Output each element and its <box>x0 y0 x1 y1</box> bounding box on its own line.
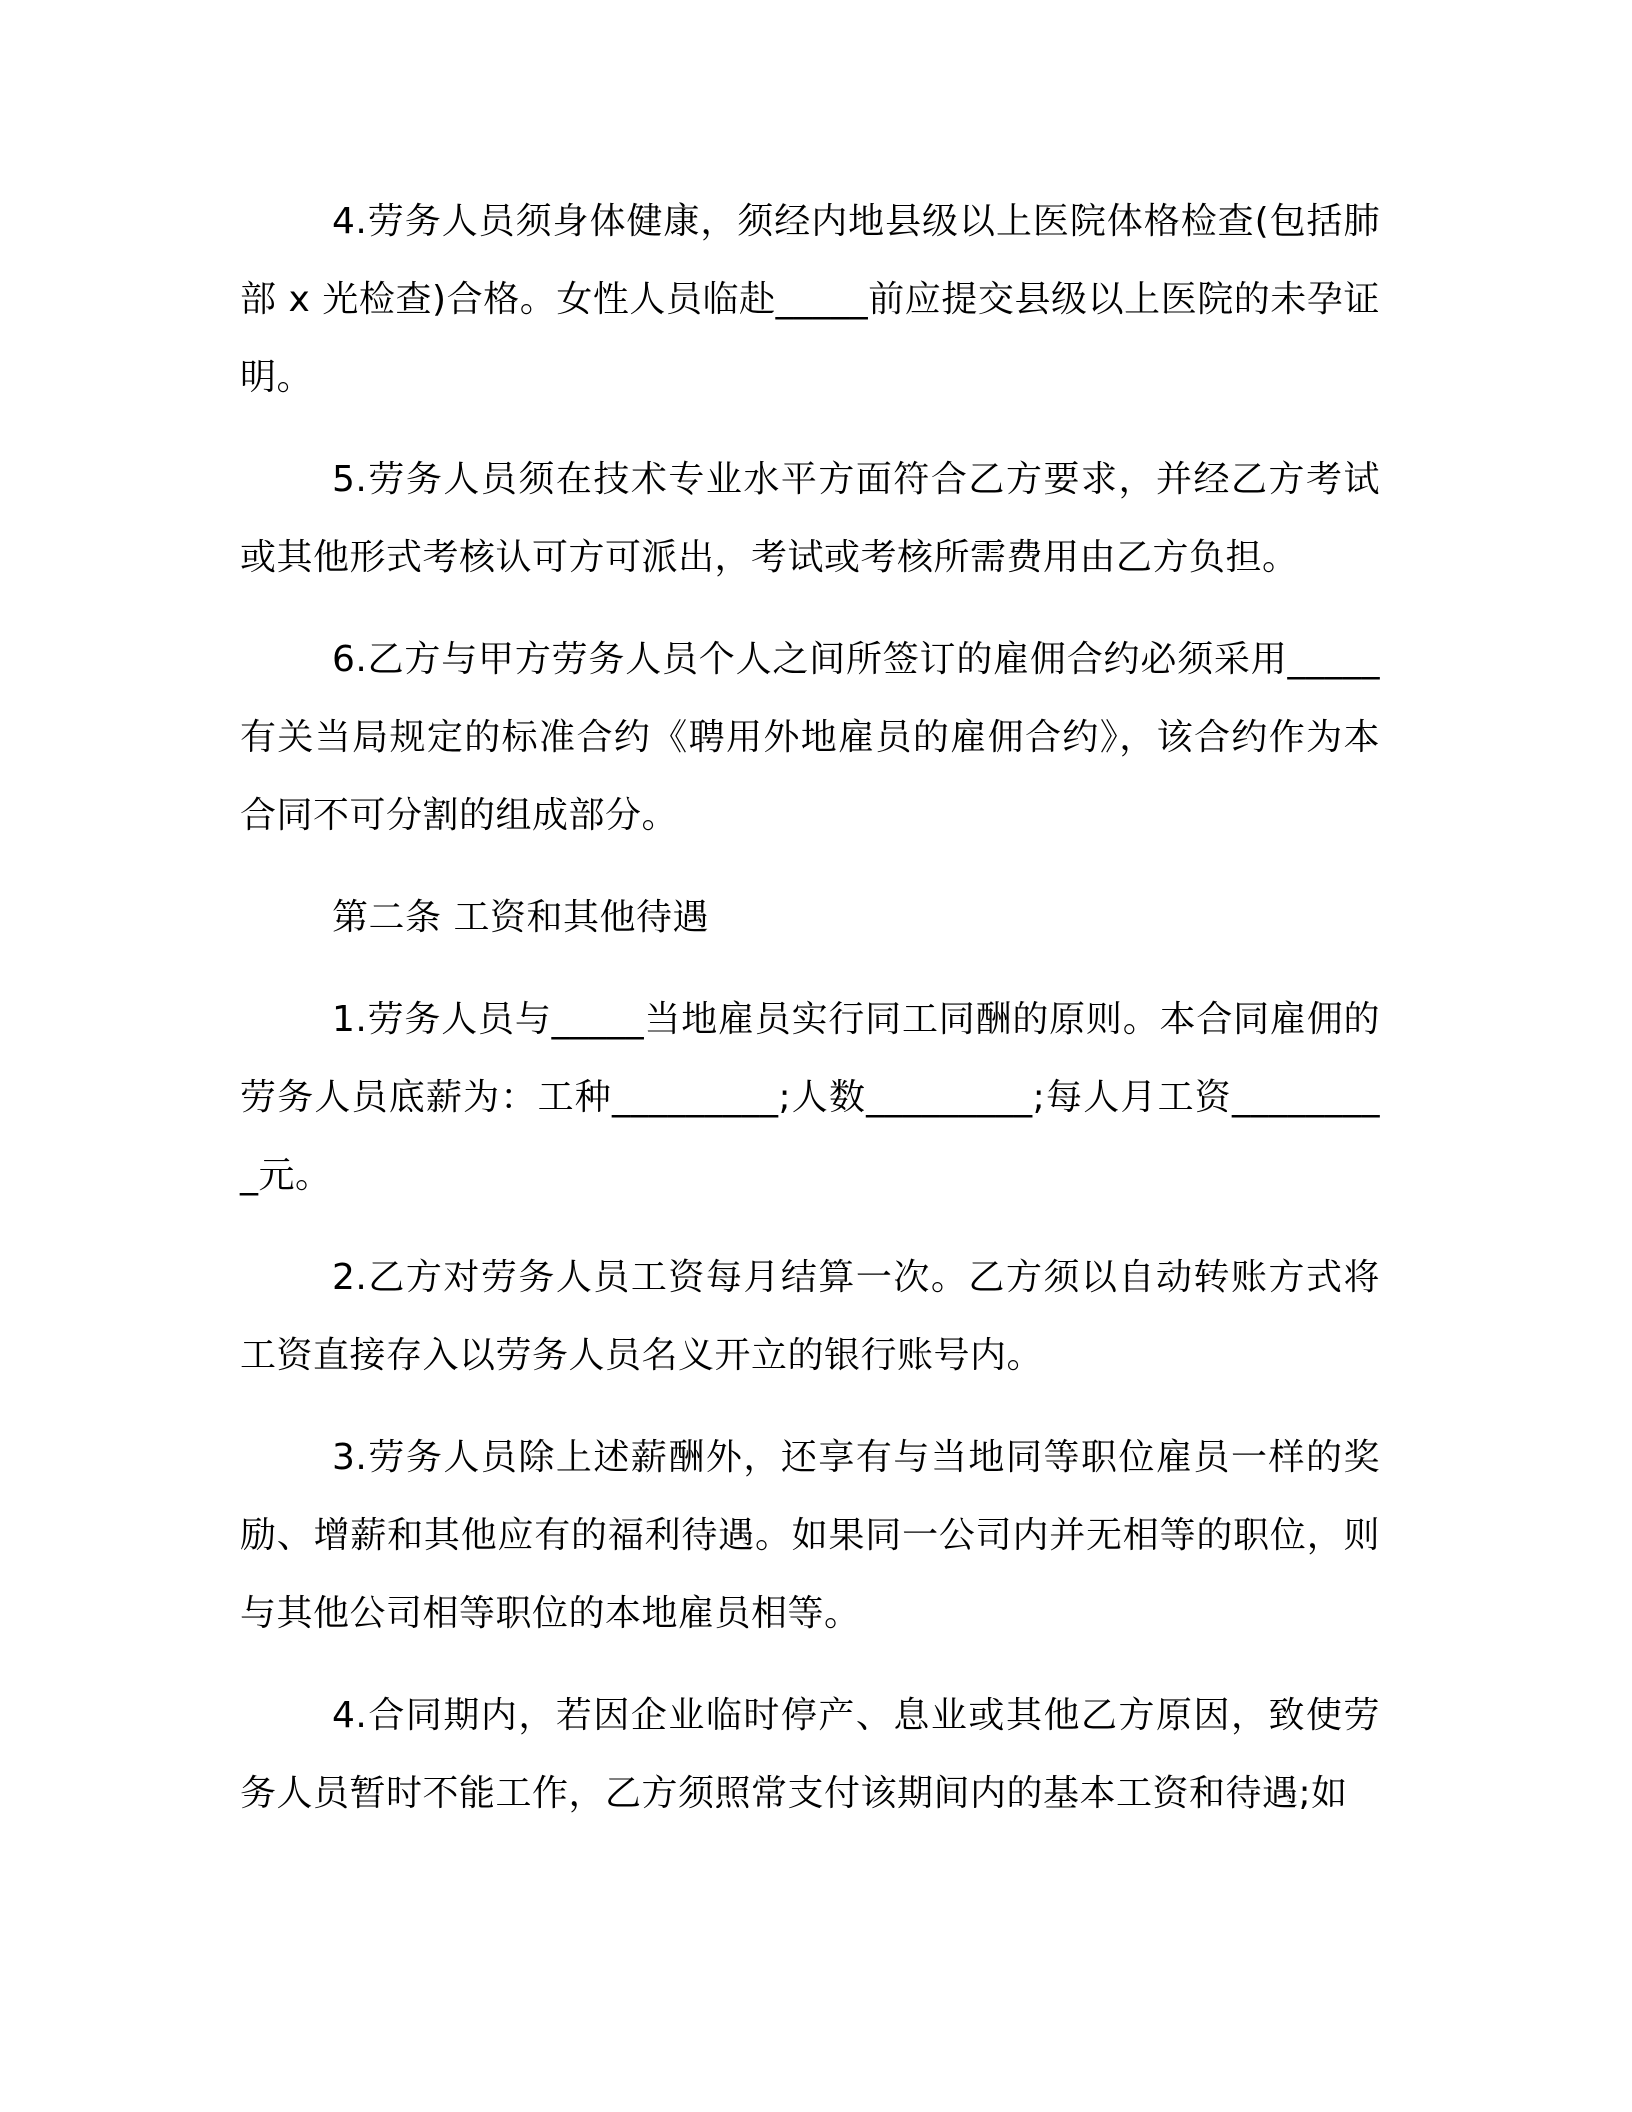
document-body <box>240 183 1380 1857</box>
wage-clause-2: 2.乙方对劳务人员工资每月结算一次。乙方须以自动转账方式将工资直接存入以劳务人员名义开立的银行账号内。 <box>240 1257 1380 1376</box>
wage-clause-4: 4.合同期内，若因企业临时停产、息业或其他乙方原因，致使劳务人员暂时不能工作，乙方须照常支付该期间内的基本工资和待遇;如 <box>240 1695 1380 1814</box>
wage-clause-1: 1.劳务人员与_____当地雇员实行同工同酬的原则。本合同雇佣的劳务人员底薪为：工种_________;人数_________;每人月工资_________元。 <box>240 999 1380 1196</box>
clause-6-contract: 6.乙方与甲方劳务人员个人之间所签订的雇佣合约必须采用_____有关当局规定的标准合约《聘用外地雇员的雇佣合约》，该合约作为本合同不可分割的组成部分。 <box>240 639 1380 836</box>
section-heading-wages: 第二条 工资和其他待遇 <box>332 897 709 938</box>
clause-4-health: 4.劳务人员须身体健康，须经内地县级以上医院体格检查(包括肺部 x 光检查)合格。女性人员临赴_____前应提交县级以上医院的未孕证明。 <box>240 201 1380 398</box>
wage-clause-3: 3.劳务人员除上述薪酬外，还享有与当地同等职位雇员一样的奖励、增薪和其他应有的福利待遇。如果同一公司内并无相等的职位，则与其他公司相等职位的本地雇员相等。 <box>240 1437 1380 1634</box>
clause-5-skills: 5.劳务人员须在技术专业水平方面符合乙方要求，并经乙方考试或其他形式考核认可方可派出，考试或考核所需费用由乙方负担。 <box>240 459 1380 578</box>
